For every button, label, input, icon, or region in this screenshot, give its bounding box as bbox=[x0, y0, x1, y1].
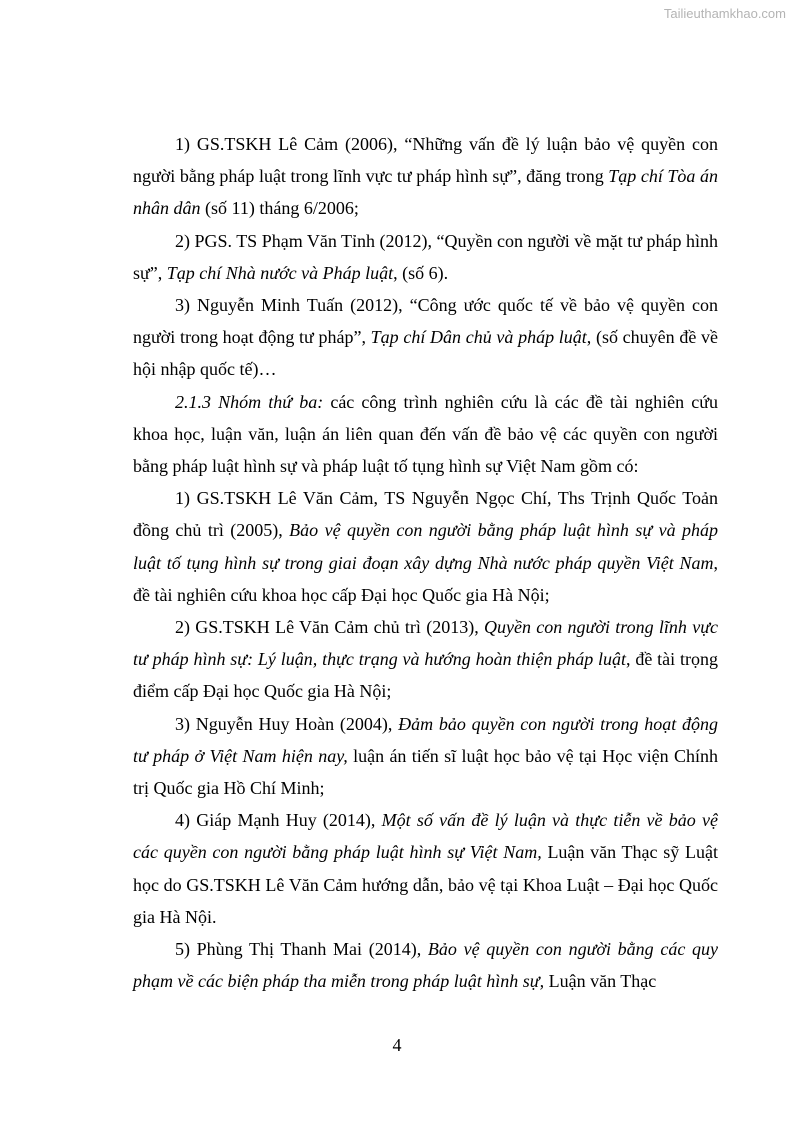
work-title: Bảo vệ quyền con người bằng các quy phạm về các biện pháp tha miễn trong pháp luật hình sự, bbox=[133, 939, 718, 992]
text-run: các công trình nghiên cứu là các đề tài nghiên cứu khoa học, luận văn, luận án liên quan đến vấn đề bảo vệ các quyền con người bằng pháp luật hình sự và pháp luật tố tụng hình sự Việt Nam gồm có: bbox=[133, 391, 718, 477]
paragraph-6 bbox=[133, 611, 718, 708]
text-run: 3) Nguyễn Huy Hoàn (2004), bbox=[175, 713, 399, 734]
paragraph-5 bbox=[133, 482, 718, 611]
text-run: , (số chuyên đề về hội nhập quốc tế)… bbox=[133, 327, 718, 380]
paragraph-section-heading bbox=[133, 386, 718, 483]
watermark: Tailieuthamkhao.com bbox=[663, 6, 786, 21]
text-run: luận án tiến sĩ luật học bảo vệ tại Học viện Chính trị Quốc gia Hồ Chí Minh; bbox=[133, 745, 718, 799]
text-run: 1) GS.TSKH Lê Cảm (2006), “Những vấn đề lý luận bảo vệ quyền con người bằng pháp luật trong lĩnh vực tư pháp hình sự”, đăng trong bbox=[133, 134, 718, 187]
text-run: 5) Phùng Thị Thanh Mai (2014), bbox=[175, 939, 428, 960]
text-run: 4) Giáp Mạnh Huy (2014), bbox=[175, 810, 382, 831]
text-run: , đề tài trọng điểm cấp Đại học Quốc gia Hà Nội; bbox=[133, 649, 718, 702]
text-run: 2) PGS. TS Phạm Văn Tỉnh (2012), “Quyền con người về mặt tư pháp hình sự”, bbox=[133, 230, 718, 283]
text-run: 3) Nguyễn Minh Tuấn (2012), “Công ước quốc tế về bảo vệ quyền con người trong hoạt động tư pháp”, bbox=[133, 295, 718, 348]
text-run: 2) GS.TSKH Lê Văn Cảm chủ trì (2013), bbox=[175, 617, 484, 638]
journal-title: Tạp chí Tòa án nhân dân bbox=[133, 166, 718, 219]
page-number: 4 bbox=[392, 1035, 402, 1055]
paragraph-2 bbox=[133, 225, 718, 289]
paragraph-8 bbox=[133, 804, 718, 933]
document-body bbox=[133, 128, 718, 997]
text-run: 1) GS.TSKH Lê Văn Cảm, TS Nguyễn Ngọc Chí, Ths Trịnh Quốc Toản đồng chủ trì (2005), bbox=[133, 488, 718, 541]
text-run: , đề tài nghiên cứu khoa học cấp Đại học Quốc gia Hà Nội; bbox=[133, 552, 718, 605]
work-title: Một số vấn đề lý luận và thực tiễn về bảo vệ các quyền con người bằng pháp luật hình sự Việt Nam, bbox=[133, 810, 718, 863]
text-run: Luận văn Thạc bbox=[544, 971, 657, 992]
paragraph-7 bbox=[133, 708, 718, 805]
paragraph-1 bbox=[133, 128, 718, 225]
work-title: Bảo vệ quyền con người bằng pháp luật hình sự và pháp luật tố tụng hình sự trong giai đoạn xây dựng Nhà nước pháp quyền Việt Nam bbox=[133, 520, 718, 573]
journal-title: Tạp chí Nhà nước và Pháp luật bbox=[166, 262, 394, 283]
text-run: Luận văn Thạc sỹ Luật học do GS.TSKH Lê Văn Cảm hướng dẫn, bảo vệ tại Khoa Luật – Đại học Quốc gia Hà Nội. bbox=[133, 842, 718, 927]
journal-title: Tạp chí Dân chủ và pháp luật bbox=[370, 327, 587, 348]
text-run: (số 11) tháng 6/2006; bbox=[200, 198, 359, 219]
work-title: Quyền con người trong lĩnh vực tư pháp hình sự: Lý luận, thực trạng và hướng hoàn thiện pháp luật bbox=[133, 617, 719, 670]
paragraph-3 bbox=[133, 289, 718, 386]
section-heading: 2.1.3 Nhóm thứ ba: bbox=[175, 391, 324, 412]
text-run: , (số 6). bbox=[393, 262, 449, 283]
paragraph-9 bbox=[133, 933, 718, 997]
work-title: Đảm bảo quyền con người trong hoạt động tư pháp ở Việt Nam hiện nay, bbox=[133, 713, 718, 766]
